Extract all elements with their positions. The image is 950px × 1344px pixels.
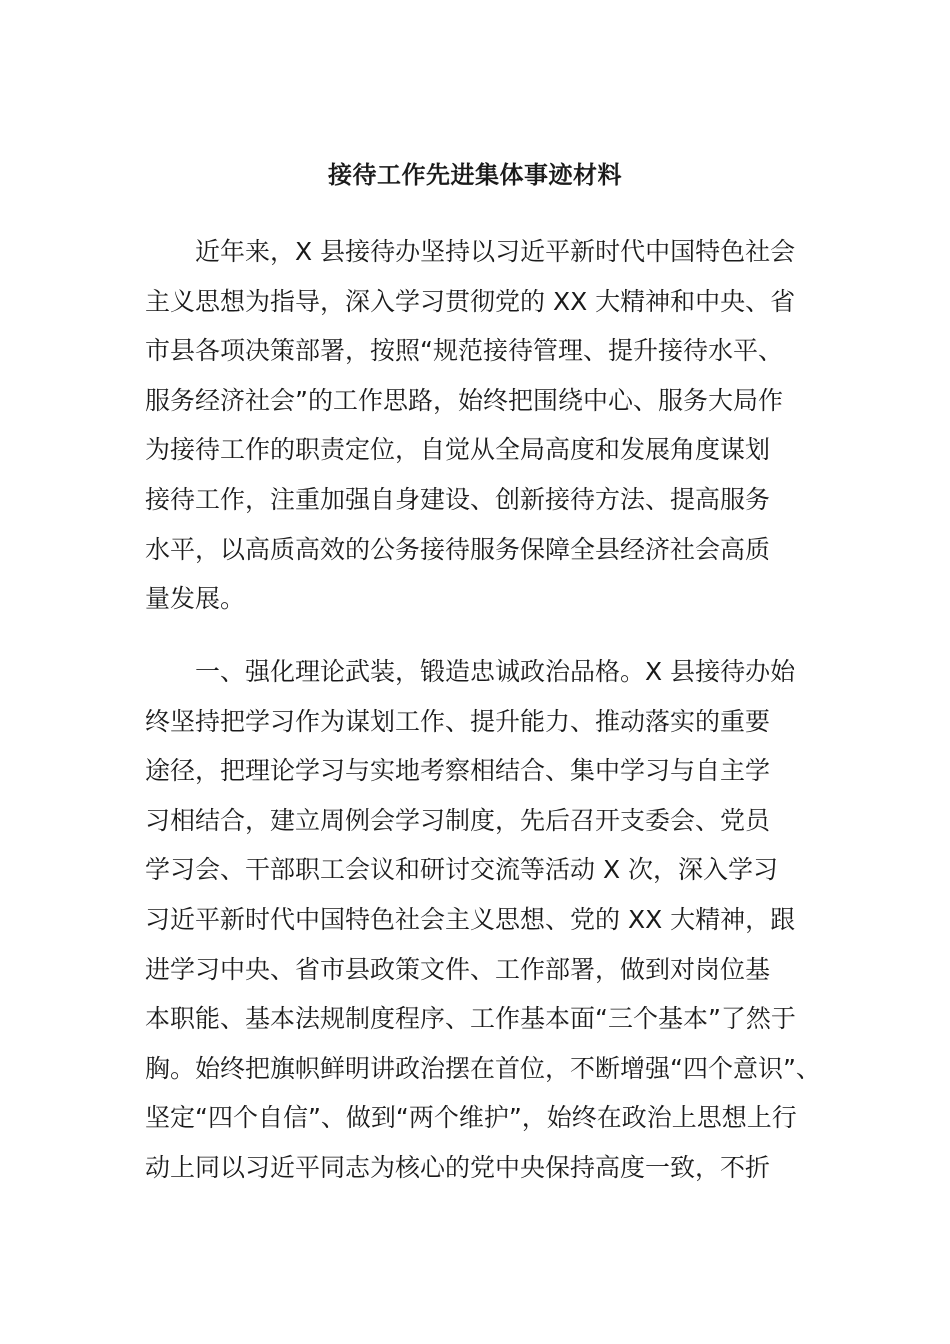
text-line: 习相结合，建立周例会学习制度，先后召开支委会、党员: [145, 805, 771, 835]
text-line: 主义思想为指导，深入学习贯彻党的 XX 大精神和中央、省: [145, 286, 796, 316]
text-line: 一、强化理论武装，锻造忠诚政治品格。X 县接待办始: [195, 657, 796, 686]
text-line: 胸。始终把旗帜鲜明讲政治摆在首位，不断增强“四个意识”、: [145, 1053, 821, 1083]
text-line: 习近平新时代中国特色社会主义思想、党的 XX 大精神，跟: [145, 904, 796, 934]
text-line: 途径，把理论学习与实地考察相结合、集中学习与自主学: [145, 756, 771, 786]
text-line: 量发展。: [145, 584, 246, 614]
document-title: 接待工作先进集体事迹材料: [328, 161, 622, 189]
text-line: 动上同以习近平同志为核心的党中央保持高度一致，不折: [145, 1152, 771, 1182]
paragraph-section-one: [145, 647, 825, 1193]
text-line: 水平，以高质高效的公务接待服务保障全县经济社会高质: [145, 534, 771, 564]
text-line: 本职能、基本法规制度程序、工作基本面“三个基本”了然于: [145, 1004, 796, 1034]
text-line: 为接待工作的职责定位，自觉从全局高度和发展角度谋划: [145, 435, 771, 465]
text-line: 近年来，X 县接待办坚持以习近平新时代中国特色社会: [195, 237, 796, 266]
paragraph-intro: [145, 227, 825, 624]
text-line: 服务经济社会”的工作思路，始终把围绕中心、服务大局作: [145, 385, 783, 415]
text-line: 接待工作，注重加强自身建设、创新接待方法、提高服务: [145, 484, 771, 514]
text-line: 终坚持把学习作为谋划工作、提升能力、推动落实的重要: [145, 706, 771, 736]
text-line: 学习会、干部职工会议和研讨交流等活动 X 次，深入学习: [145, 855, 779, 885]
text-line: 市县各项决策部署，按照“规范接待管理、提升接待水平、: [145, 336, 783, 366]
text-line: 进学习中央、省市县政策文件、工作部署，做到对岗位基: [145, 954, 771, 984]
text-line: 坚定“四个自信”、做到“两个维护”，始终在政治上思想上行: [145, 1103, 797, 1133]
